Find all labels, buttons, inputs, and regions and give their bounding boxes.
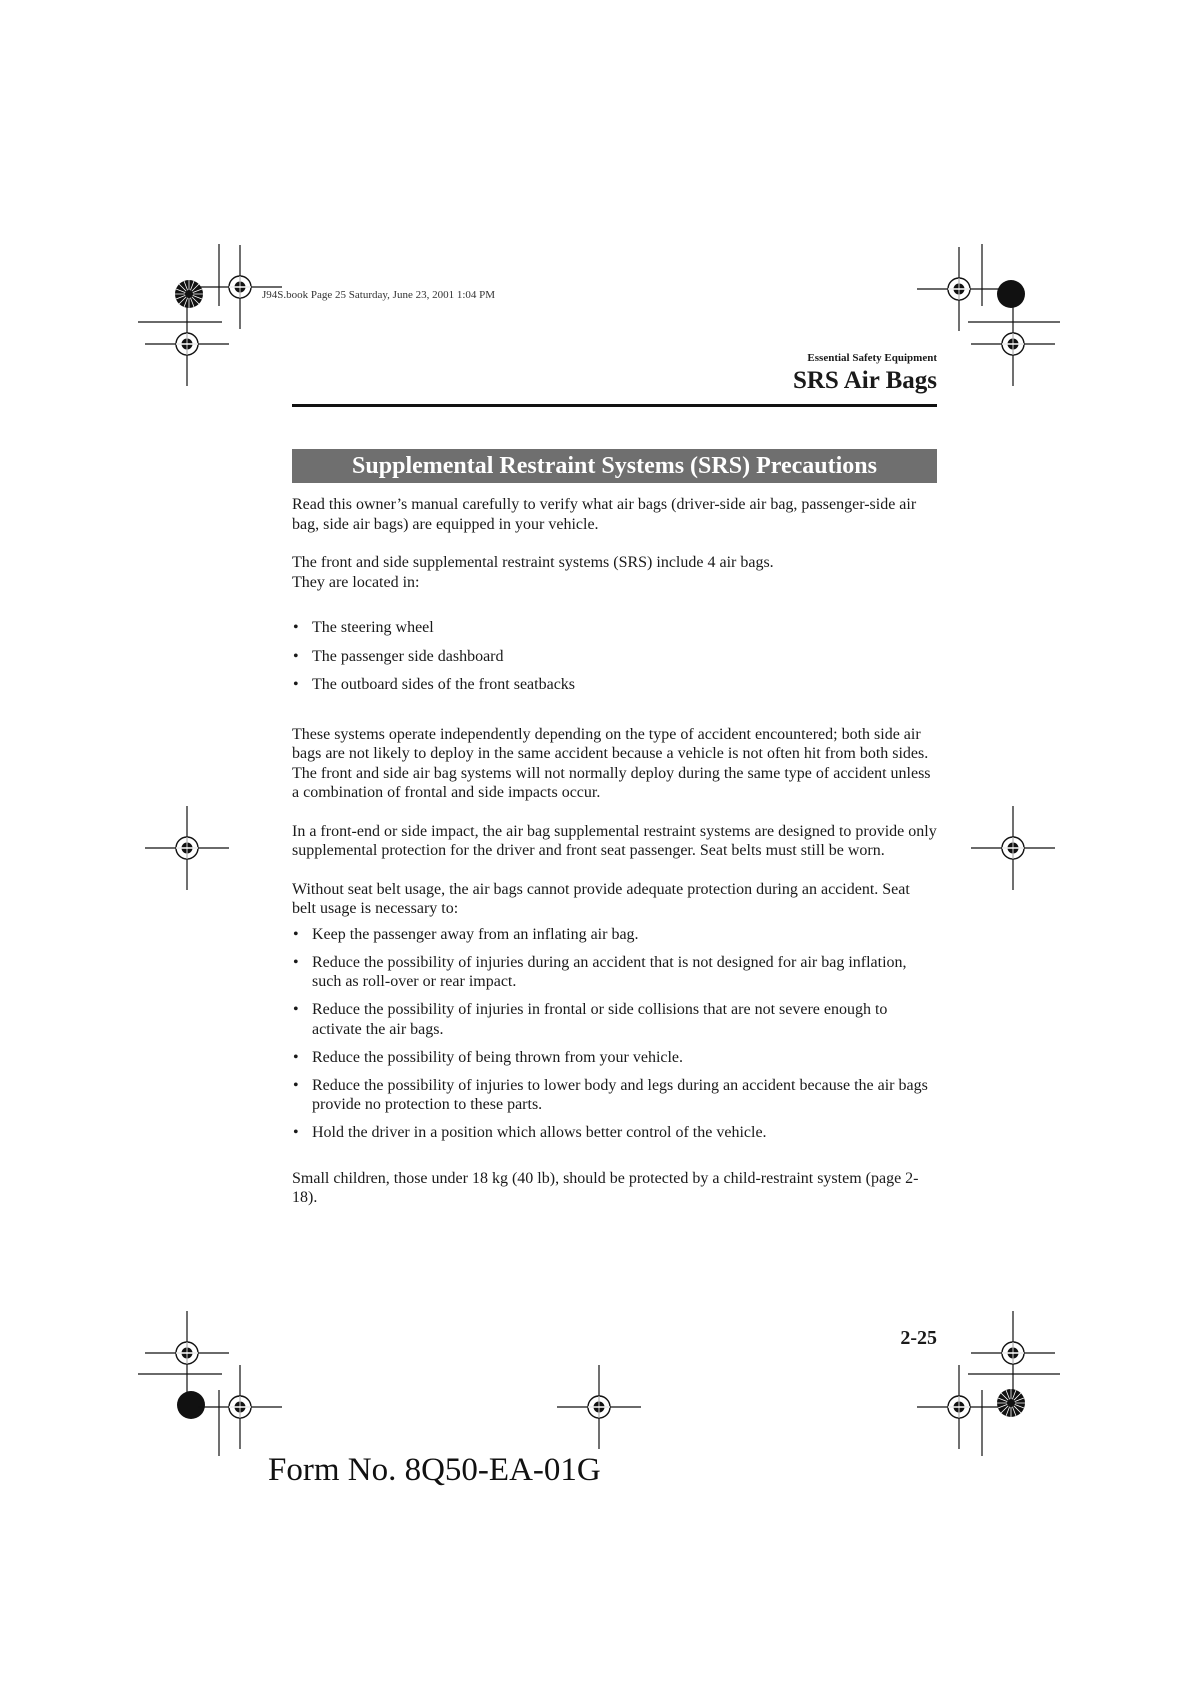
page-title: SRS Air Bags [792, 367, 937, 394]
seatbelt-reasons-list [292, 925, 937, 1143]
list-item: • The passenger side dashboard [293, 647, 504, 665]
bullet-icon: • [293, 619, 299, 636]
bullet-icon: • [293, 925, 299, 943]
list-item: • Reduce the possibility of being thrown from your vehicle. [293, 1048, 684, 1066]
list-item: • Reduce the possibility of injuries to lower body and legs during an accident because the air bags provide no protection to these parts. [293, 1076, 928, 1113]
section-label: Essential Safety Equipment [807, 352, 937, 364]
form-number: Form No. 8Q50-EA-01G [268, 1452, 601, 1488]
intro-paragraph: The front and side supplemental restraint systems (SRS) include 4 air bags. [292, 554, 774, 571]
bullet-icon: • [293, 676, 299, 693]
list-item: • The outboard sides of the front seatbacks [293, 676, 576, 693]
intro-paragraph: Read this owner’s manual carefully to verify what air bags (driver-side air bag, passenger-side air bag, side air bags) are equipped in your vehicle. [292, 496, 917, 533]
registration-crosshair-icon [198, 245, 282, 329]
page-number: 2-25 [900, 1327, 937, 1349]
list-item: • Reduce the possibility of injuries in frontal or side collisions that are not severe enough to activate the air bags. [293, 1001, 888, 1038]
intro-paragraph: They are located in: [292, 573, 420, 591]
list-item: • The steering wheel [293, 619, 434, 636]
list-item: • Reduce the possibility of injuries during an accident that is not designed for air bag inflation, such as roll-over or rear impact. [293, 953, 907, 990]
bullet-icon: • [293, 1048, 299, 1066]
body-paragraph: These systems operate independently depending on the type of accident encountered; both side air bags are not likely to deploy in the same accident because a vehicle is not often hit from both sides. The front and side air bag systems will not normally deploy during the same type of accident unless a combination of frontal and side impacts occur. [292, 725, 931, 801]
registration-solid-dot-icon [997, 280, 1025, 308]
registration-sunburst-icon [997, 1389, 1025, 1417]
bullet-icon: • [293, 1124, 299, 1141]
bullet-icon: • [293, 1001, 299, 1018]
body-paragraph: Without seat belt usage, the air bags cannot provide adequate protection during an accident. Seat belt usage is necessary to: [292, 880, 910, 917]
registration-crosshair-icon [145, 1311, 229, 1395]
registration-crosshair-icon [557, 1365, 641, 1449]
file-print-stamp: J94S.book Page 25 Saturday, June 23, 2001 1:04 PM [262, 289, 496, 301]
registration-crosshair-icon [971, 1311, 1055, 1395]
title-rule [292, 404, 937, 407]
airbag-locations-list [292, 618, 937, 695]
registration-solid-dot-icon [177, 1391, 205, 1419]
registration-crosshair-icon [917, 247, 1001, 331]
body-paragraph: In a front-end or side impact, the air bag supplemental restraint systems are designed to provide only supplemental protection for the driver and front seat passenger. Seat belts must still be worn. [292, 822, 937, 859]
registration-crosshair-icon [971, 806, 1055, 890]
closing-paragraph: Small children, those under 18 kg (40 lb), should be protected by a child-restraint system (page 2-18). [292, 1169, 919, 1206]
main-content [292, 495, 937, 1208]
registration-crosshair-icon [971, 302, 1055, 386]
list-item: • Hold the driver in a position which allows better control of the vehicle. [293, 1124, 767, 1141]
bullet-icon: • [293, 953, 299, 971]
registration-crosshair-icon [917, 1365, 1001, 1449]
registration-sunburst-icon [175, 280, 203, 308]
registration-crosshair-icon [145, 302, 229, 386]
registration-crosshair-icon [198, 1365, 282, 1449]
bullet-icon: • [293, 1076, 299, 1094]
bullet-icon: • [293, 647, 299, 665]
list-item: • Keep the passenger away from an inflating air bag. [293, 925, 639, 943]
registration-crosshair-icon [145, 806, 229, 890]
section-banner: Supplemental Restraint Systems (SRS) Precautions [292, 449, 937, 483]
